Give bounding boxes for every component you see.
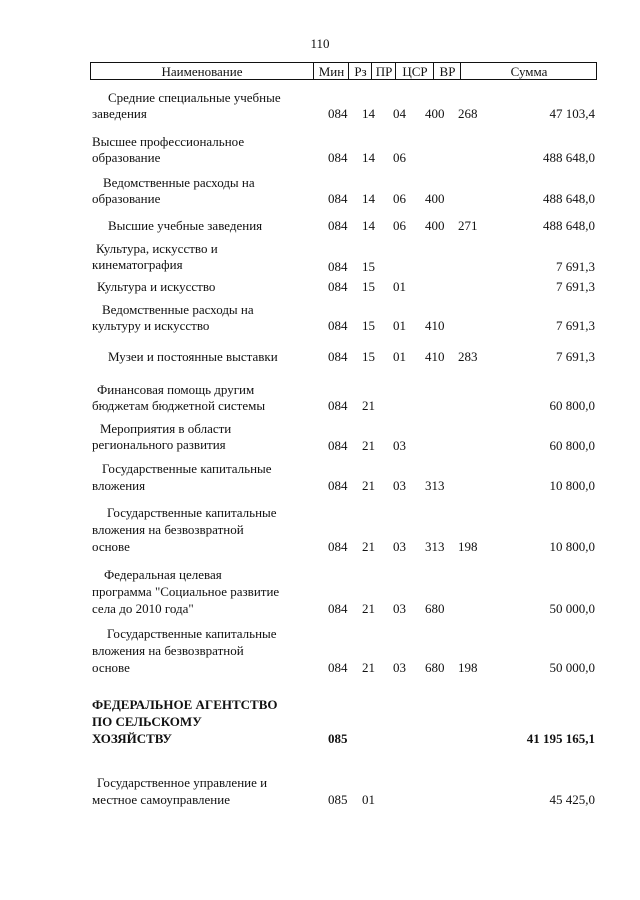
row-min: 084 (328, 259, 348, 274)
row-name-line: Мероприятия в области (100, 421, 232, 436)
row-sum: 50 000,0 (549, 660, 595, 675)
row-name-line: Высшие учебные заведения (108, 218, 263, 233)
row-rz: 14 (362, 150, 375, 165)
row-csr: 400 (425, 191, 445, 206)
row-pr: 01 (393, 279, 406, 294)
row-name-line: образование (92, 191, 161, 206)
row-pr: 04 (393, 106, 406, 121)
row-name-line: Средние специальные учебные (108, 90, 281, 105)
row-sum: 488 648,0 (543, 150, 595, 165)
row-sum: 41 195 165,1 (526, 731, 595, 746)
row-pr: 03 (393, 660, 406, 675)
row-pr: 06 (393, 191, 406, 206)
row-sum: 50 000,0 (549, 601, 595, 616)
row-name-line: вложения на безвозвратной (92, 522, 244, 537)
row-sum: 60 800,0 (549, 438, 595, 453)
row-min: 085 (328, 792, 348, 807)
row-rz: 21 (362, 478, 375, 493)
row-name-line: заведения (92, 106, 147, 121)
row-name-line: Финансовая помощь другим (97, 382, 255, 397)
row-name-line: ХОЗЯЙСТВУ (92, 731, 172, 746)
row-pr: 06 (393, 218, 406, 233)
row-rz: 01 (362, 792, 375, 807)
row-name-line: основе (92, 539, 130, 554)
row-csr: 313 (425, 478, 445, 493)
row-name-line: регионального развития (92, 437, 226, 452)
row-rz: 14 (362, 218, 375, 233)
row-min: 084 (328, 191, 348, 206)
row-rz: 14 (362, 106, 375, 121)
row-rz: 15 (362, 349, 375, 364)
row-name-line: Федеральная целевая (104, 567, 222, 582)
header-min: Мин (313, 63, 349, 79)
row-vr: 271 (458, 218, 478, 233)
row-csr: 680 (425, 660, 445, 675)
row-pr: 01 (393, 349, 406, 364)
row-name-line: кинематография (92, 257, 183, 272)
row-min: 084 (328, 601, 348, 616)
row-sum: 7 691,3 (556, 349, 595, 364)
row-name-line: бюджетам бюджетной системы (92, 398, 266, 413)
row-pr: 01 (393, 318, 406, 333)
row-name-line: Ведомственные расходы на (102, 302, 254, 317)
row-pr: 03 (393, 539, 406, 554)
row-min: 084 (328, 660, 348, 675)
page-number: 110 (310, 36, 330, 51)
row-rz: 21 (362, 438, 375, 453)
row-rz: 15 (362, 318, 375, 333)
row-csr: 410 (425, 349, 445, 364)
row-pr: 06 (393, 150, 406, 165)
row-name-line: культуру и искусство (92, 318, 210, 333)
row-sum: 47 103,4 (549, 106, 595, 121)
row-name-line: Культура, искусство и (96, 241, 218, 256)
row-min: 084 (328, 106, 348, 121)
row-sum: 488 648,0 (543, 218, 595, 233)
row-min: 084 (328, 150, 348, 165)
row-name-line: Музеи и постоянные выставки (108, 349, 278, 364)
row-rz: 21 (362, 601, 375, 616)
row-min: 084 (328, 349, 348, 364)
header-name: Наименование (161, 64, 243, 79)
row-name-line: вложения (92, 478, 146, 493)
row-name-line: Государственное управление и (97, 775, 268, 790)
row-rz: 15 (362, 259, 375, 274)
row-name-line: Высшее профессиональное (92, 134, 245, 149)
row-name-line: Ведомственные расходы на (103, 175, 255, 190)
row-csr: 313 (425, 539, 445, 554)
row-min: 084 (328, 398, 348, 413)
row-csr: 410 (425, 318, 445, 333)
row-rz: 21 (362, 398, 375, 413)
row-name-line: ПО СЕЛЬСКОМУ (92, 714, 202, 729)
row-sum: 7 691,3 (556, 279, 595, 294)
row-name-line: местное самоуправление (92, 792, 230, 807)
row-sum: 7 691,3 (556, 259, 595, 274)
header-pr: ПР (371, 63, 396, 79)
row-rz: 14 (362, 191, 375, 206)
row-min: 084 (328, 438, 348, 453)
row-csr: 680 (425, 601, 445, 616)
row-min: 084 (328, 279, 348, 294)
row-min: 084 (328, 218, 348, 233)
row-min: 084 (328, 478, 348, 493)
table-header (90, 62, 597, 80)
row-rz: 21 (362, 660, 375, 675)
row-sum: 45 425,0 (549, 792, 595, 807)
row-sum: 10 800,0 (549, 539, 595, 554)
row-name-line: основе (92, 660, 130, 675)
row-name-line: Культура и искусство (97, 279, 216, 294)
row-sum: 7 691,3 (556, 318, 595, 333)
row-name-line: вложения на безвозвратной (92, 643, 244, 658)
row-csr: 400 (425, 106, 445, 121)
row-name-line: программа "Социальное развитие (92, 584, 280, 599)
header-vr: ВР (433, 63, 461, 79)
row-rz: 15 (362, 279, 375, 294)
row-sum: 488 648,0 (543, 191, 595, 206)
header-rz: Рз (348, 63, 372, 79)
row-name-line: образование (92, 150, 161, 165)
row-min: 084 (328, 539, 348, 554)
row-vr: 198 (458, 539, 478, 554)
row-min: 085 (328, 731, 348, 746)
row-vr: 268 (458, 106, 478, 121)
row-name-line: Государственные капитальные (107, 505, 277, 520)
row-rz: 21 (362, 539, 375, 554)
row-csr: 400 (425, 218, 445, 233)
row-name-line: Государственные капитальные (107, 626, 277, 641)
row-min: 084 (328, 318, 348, 333)
row-name-line: села до 2010 года" (92, 601, 194, 616)
row-pr: 03 (393, 438, 406, 453)
row-vr: 283 (458, 349, 478, 364)
row-vr: 198 (458, 660, 478, 675)
row-name-line: Государственные капитальные (102, 461, 272, 476)
row-name-line: ФЕДЕРАЛЬНОЕ АГЕНТСТВО (92, 697, 278, 712)
row-pr: 03 (393, 601, 406, 616)
row-pr: 03 (393, 478, 406, 493)
header-sum: Сумма (460, 63, 597, 79)
header-csr: ЦСР (395, 63, 434, 79)
row-sum: 10 800,0 (549, 478, 595, 493)
row-sum: 60 800,0 (549, 398, 595, 413)
